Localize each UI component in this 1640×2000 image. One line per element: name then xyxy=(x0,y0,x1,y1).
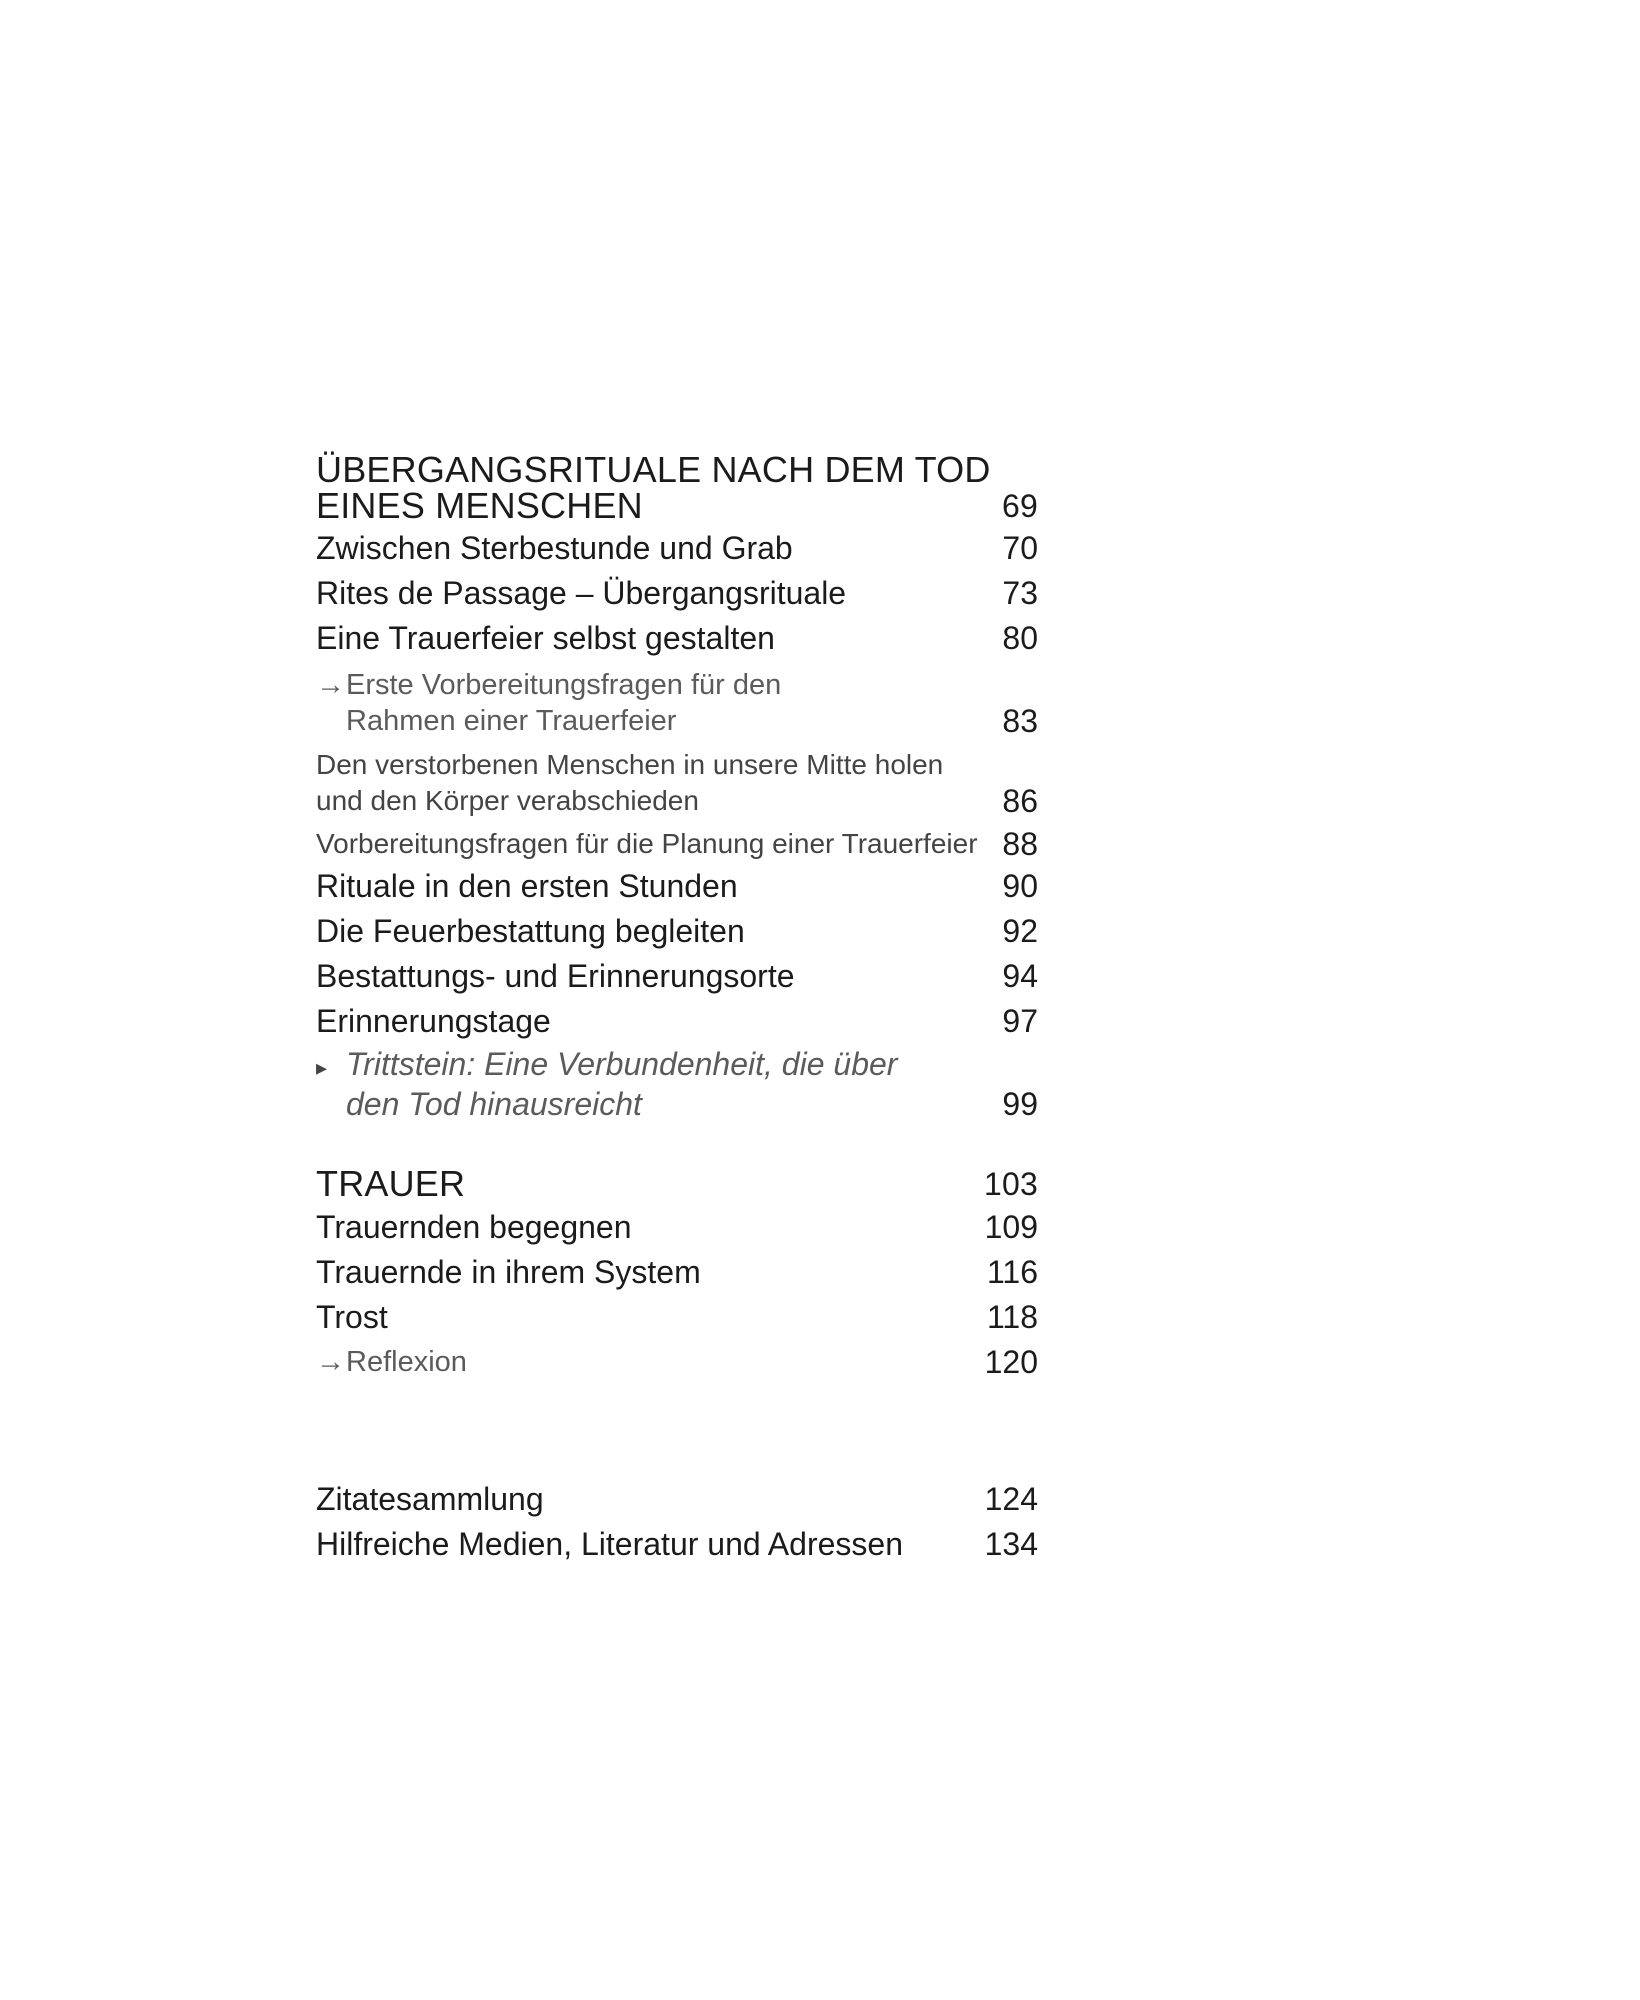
page-number: 88 xyxy=(1002,826,1038,862)
section-heading-uebergangsrituale xyxy=(316,449,1038,526)
toc-entry-title: Erinnerungstage xyxy=(316,1003,551,1039)
toc-entry[interactable] xyxy=(316,909,1038,954)
toc-entry-title-line: Den verstorbenen Menschen in unsere Mitte holen xyxy=(316,749,944,780)
toc-entry[interactable] xyxy=(316,1477,1038,1522)
page-number: 97 xyxy=(1002,1003,1038,1039)
toc-entry[interactable] xyxy=(316,1295,1038,1340)
page-number: 116 xyxy=(986,1254,1038,1290)
page-number: 69 xyxy=(1002,488,1038,524)
toc-entry[interactable] xyxy=(316,571,1038,616)
arrow-right-icon: → xyxy=(316,669,345,701)
page-number: 120 xyxy=(984,1344,1038,1380)
page-number: 90 xyxy=(1002,868,1038,904)
arrow-right-icon: → xyxy=(316,1346,345,1378)
page-number: 70 xyxy=(1002,530,1038,566)
toc-entry-title: Trauernde in ihrem System xyxy=(316,1254,701,1290)
toc-subentry-title: Reflexion xyxy=(346,1346,467,1378)
toc-entry[interactable] xyxy=(316,1205,1038,1250)
section-heading-title: TRAUER xyxy=(316,1163,466,1204)
toc-trittstein-title-line: Trittstein: Eine Verbundenheit, die über xyxy=(346,1046,898,1082)
toc-entry-title: Vorbereitungsfragen für die Planung einer Trauerfeier xyxy=(316,828,978,859)
toc-entry[interactable] xyxy=(316,1522,1038,1567)
toc-entry[interactable] xyxy=(316,1250,1038,1295)
page-number: 99 xyxy=(1002,1086,1038,1122)
page-number: 103 xyxy=(984,1166,1038,1202)
toc-entry[interactable] xyxy=(316,999,1038,1044)
page-number: 134 xyxy=(984,1526,1038,1562)
toc-entry-small[interactable] xyxy=(316,826,1038,862)
toc-entry-title: Eine Trauerfeier selbst gestalten xyxy=(316,620,775,656)
page-number: 94 xyxy=(1002,958,1038,994)
toc-entry-title: Hilfreiche Medien, Literatur und Adressen xyxy=(316,1526,903,1562)
toc-entry-title: Zitatesammlung xyxy=(316,1481,544,1517)
page-number: 124 xyxy=(984,1481,1038,1517)
toc-entry[interactable] xyxy=(316,954,1038,999)
page-number: 80 xyxy=(1002,620,1038,656)
page-number: 109 xyxy=(984,1209,1038,1245)
table-of-contents xyxy=(316,449,1038,1567)
section-heading-trauer[interactable] xyxy=(316,1163,1038,1204)
toc-entry-title: Bestattungs- und Erinnerungsorte xyxy=(316,958,795,994)
page-number: 118 xyxy=(986,1299,1038,1335)
toc-trittstein[interactable] xyxy=(316,1046,1038,1122)
page-number: 83 xyxy=(1002,703,1038,739)
page-number: 92 xyxy=(1002,913,1038,949)
toc-subentry[interactable] xyxy=(316,667,1038,739)
toc-entry[interactable] xyxy=(316,864,1038,909)
page-number: 73 xyxy=(1002,575,1038,611)
toc-subentry-title-line: Erste Vorbereitungsfragen für den xyxy=(346,669,782,701)
toc-entry-small[interactable] xyxy=(316,747,1038,819)
triangle-bullet-icon: ▸ xyxy=(316,1055,328,1080)
toc-trittstein-title-line: den Tod hinausreicht xyxy=(346,1086,642,1122)
toc-entry-title: Die Feuerbestattung begleiten xyxy=(316,913,745,949)
toc-subentry[interactable] xyxy=(316,1340,1038,1385)
toc-entry[interactable] xyxy=(316,616,1038,661)
toc-entry-title-line: und den Körper verabschieden xyxy=(316,785,699,816)
page-number: 86 xyxy=(1002,783,1038,819)
toc-entry-title: Trauernden begegnen xyxy=(316,1209,632,1245)
toc-entry-title: Rituale in den ersten Stunden xyxy=(316,868,738,904)
toc-subentry-title-line: Rahmen einer Trauerfeier xyxy=(346,705,677,737)
toc-entry[interactable] xyxy=(316,526,1038,571)
toc-entry-title: Zwischen Sterbestunde und Grab xyxy=(316,530,793,566)
section-heading-line: EINES MENSCHEN xyxy=(316,485,643,526)
toc-entry-title: Rites de Passage – Übergangsrituale xyxy=(316,575,847,611)
section-heading-line: ÜBERGANGSRITUALE NACH DEM TOD xyxy=(316,449,991,490)
toc-entry-title: Trost xyxy=(316,1299,388,1335)
